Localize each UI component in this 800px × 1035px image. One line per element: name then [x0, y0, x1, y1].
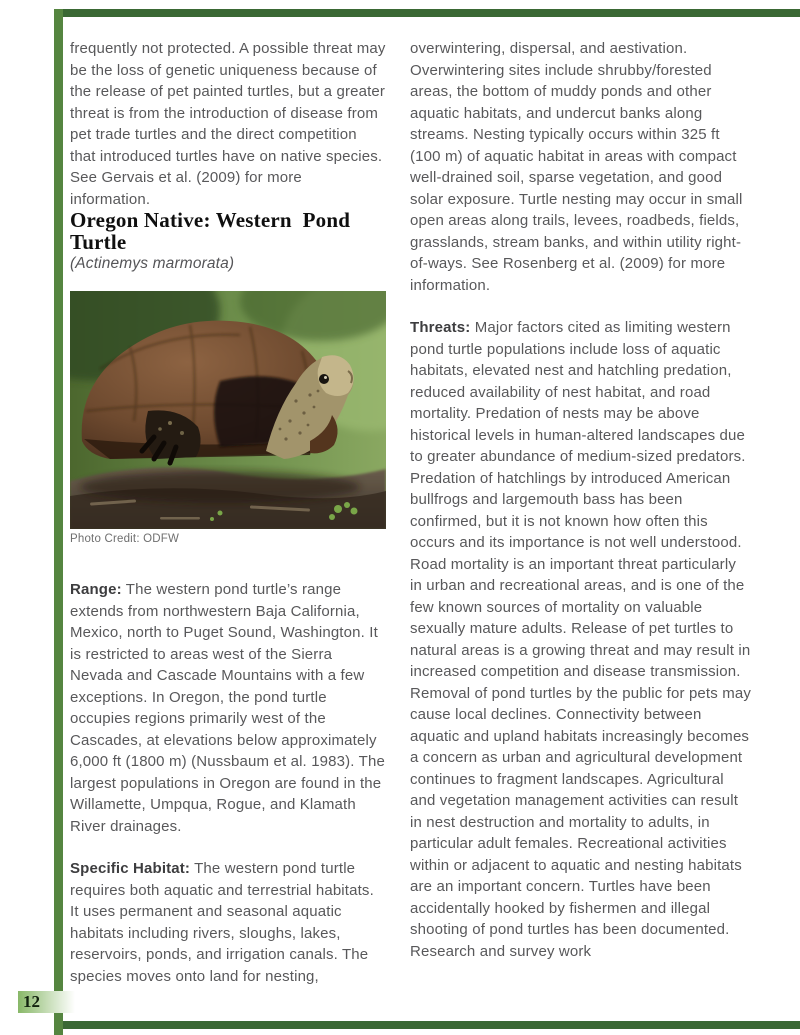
habitat-label: Specific Habitat:: [70, 860, 191, 877]
page-number-badge: [18, 991, 75, 1013]
left-column: [70, 38, 386, 987]
photo-credit: Photo Credit: ODFW: [70, 532, 180, 545]
page-number: 12: [23, 992, 40, 1011]
continuation-paragraph: overwintering, dispersal, and aestivation. Overwintering sites include shrubby/forested areas, the bottom of muddy ponds and other aquatic habitats, and undercut banks along streams. Nesting typically occurs within 325 ft (100 m) of aquatic habitat in areas with compact well-drained soil, sparse vegetation, and good solar exposure. Turtle nesting may occur in small open areas along trails, levees, roadbeds, fields, grasslands, stream banks, and within utility right-of-ways. See Rosenberg et al. (2009) for more information.: [410, 40, 743, 294]
habitat-paragraph: [70, 858, 386, 987]
threats-text: Major factors cited as limiting western pond turtle populations include loss of aquatic habitats, elevated nest and hatchling predation, reduced availability of nest habitat, and road mortality. Predation of nests may be above historical levels in human-altered landscapes due to greater abundance of medium-sized predators. Predation of hatchlings by introduced American bullfrogs and largemouth bass has been confirmed, but it is not known how often this occurs and its importance is not well understood. Road mortality is an important threat particularly in urban and recreational areas, and is one of the few known sources of mortality on valuable sexually mature adults. Release of pet turtles to natural areas is a growing threat and may result in increased competition and disease transmission. Removal of pond turtles by the public for pets may cause local declines. Connectivity between aquatic and upland habitats increasingly becomes a concern as urban and agricultural development continues to fragment landscapes. Agricultural and vegetation management activities can result in nest destruction and mortality to adults, in particular adult females. Recreational activities within or adjacent to aquatic and nesting habitats are an important concern. Turtles have been accidentally hooked by fishermen and illegal shooting of pond turtles has been documented. Research and survey work: [410, 319, 752, 960]
right-column: [410, 38, 752, 962]
species-name: (Actinemys marmorata): [70, 255, 235, 272]
threats-paragraph: [410, 317, 752, 962]
page-frame-bottom: [63, 1021, 800, 1029]
turtle-photo: [70, 291, 386, 529]
range-label: Range:: [70, 581, 122, 598]
habitat-text: The western pond turtle requires both aquatic and terrestrial habitats. It uses permanent and seasonal aquatic habitats including rivers, sloughs, lakes, reservoirs, ponds, and irrigation canals. The species moves onto land for nesting,: [70, 860, 374, 985]
range-text: The western pond turtle’s range extends from northwestern Baja California, Mexico, north to Puget Sound, Washington. It is restricted to areas west of the Sierra Nevada and Cascade Mountains with a few exceptions. In Oregon, the pond turtle occupies regions primarily west of the Cascades, at elevations below approximately 6,000 ft (1800 m) (Nussbaum et al. 1983). The largest populations in Oregon are found in the Willamette, Umpqua, Rogue, and Klamath River drainages.: [70, 581, 385, 835]
page-frame-top: [63, 9, 800, 17]
range-paragraph: [70, 579, 386, 837]
threats-label: Threats:: [410, 319, 471, 336]
intro-paragraph: frequently not protected. A possible threat may be the loss of genetic uniqueness because of the release of pet painted turtles, but a greater threat is from the introduction of disease from pet trade turtles and the direct competition that introduced turtles have on native species. See Gervais et al. (2009) for more information.: [70, 40, 386, 208]
page-frame-left: [54, 9, 63, 1035]
section-heading: Oregon Native: Western Pond Turtle: [70, 208, 356, 254]
